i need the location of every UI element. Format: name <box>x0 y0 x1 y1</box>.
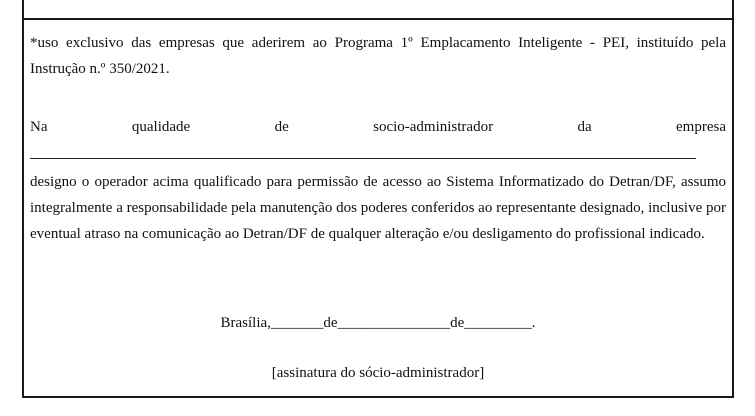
qualidade-word: da <box>577 119 592 135</box>
document-box <box>22 20 734 398</box>
de-label: de <box>450 315 465 331</box>
city-label: Brasília, <box>220 315 271 331</box>
company-name-blank-line <box>30 158 696 159</box>
date-line <box>30 310 726 336</box>
day-blank: _______ <box>270 315 324 331</box>
date-end: . <box>531 315 536 331</box>
signature-label: [assinatura do sócio-administrador] <box>271 365 485 381</box>
qualidade-word: qualidade <box>131 119 191 135</box>
year-blank: _________ <box>464 315 532 331</box>
previous-section-frame <box>22 0 734 20</box>
qualidade-word: socio-administrador <box>373 119 494 135</box>
declaration-paragraph: designo o operador acima qualificado para permissão de acesso ao Sistema Informatizado do Detran/DF, assumo integralmente a responsabilidade pela manutenção dos poderes conferidos ao representante designado, inclusive por eventual atraso na comunicação ao Detran/DF de qualquer alteração e/ou desligamento do profissional indicado. <box>30 174 726 242</box>
de-label: de <box>323 315 338 331</box>
month-blank: _______________ <box>337 315 451 331</box>
qualidade-word: Na <box>30 119 48 135</box>
exclusive-use-note: *uso exclusivo das empresas que aderirem ao Programa 1º Emplacamento Inteligente - PEI, instituído pela Instrução n.º 350/2021. <box>30 35 726 77</box>
qualidade-word: de <box>274 119 289 135</box>
qualidade-line <box>30 114 726 140</box>
qualidade-word: empresa <box>676 119 726 135</box>
